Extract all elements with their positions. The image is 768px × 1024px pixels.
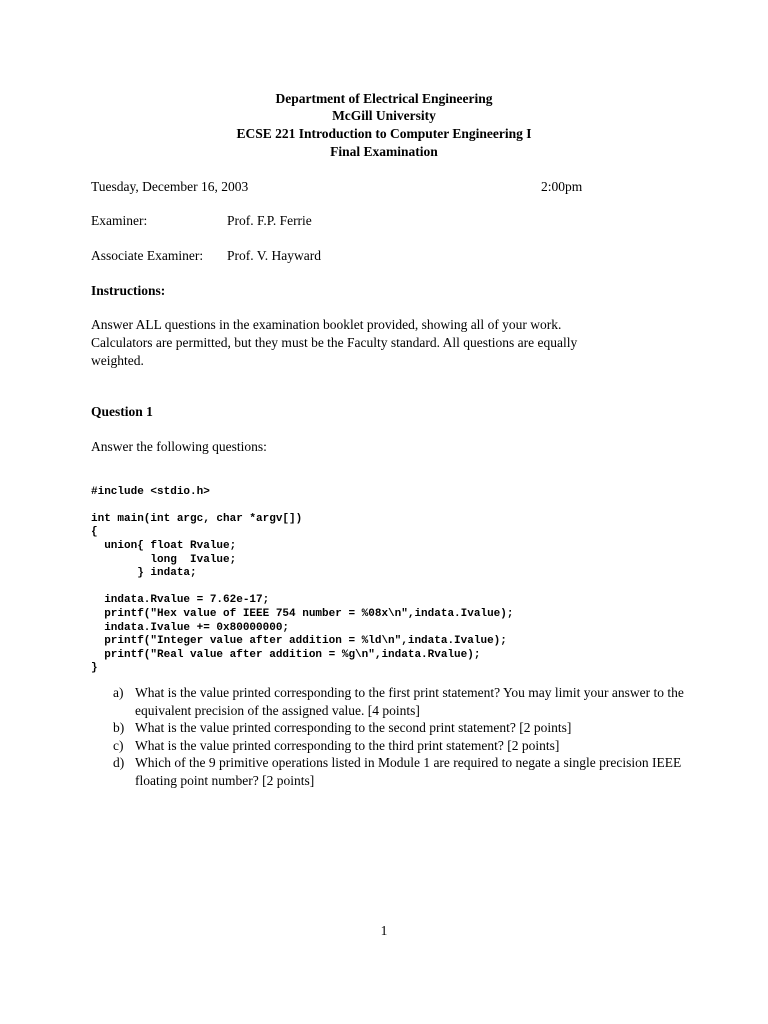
associate-examiner-label: Associate Examiner: — [91, 248, 204, 263]
code-line: } — [91, 662, 98, 675]
question-item-a — [91, 684, 691, 719]
question-item-label: d) — [113, 755, 125, 770]
question-item-b — [91, 719, 691, 737]
department-heading: Department of Electrical Engineering — [275, 91, 493, 106]
question-item-label: c) — [113, 737, 124, 753]
instructions-title: Instructions: — [91, 283, 166, 298]
university-heading: McGill University — [332, 108, 436, 123]
code-line: printf("Real value after addition = %g\n",indata.Rvalue); — [91, 648, 481, 661]
code-line: long Ivalue; — [91, 553, 237, 566]
instructions-line-2: Calculators are permitted, but they must be the Faculty standard. All questions are equally — [91, 335, 578, 350]
question-item-text: What is the value printed corresponding to the third print statement? [2 points] — [135, 737, 560, 753]
instructions-line-1: Answer ALL questions in the examination booklet provided, showing all of your work. — [91, 317, 562, 332]
associate-examiner-name: Prof. V. Hayward — [227, 248, 321, 263]
question-1-title: Question 1 — [91, 404, 153, 419]
exam-heading: Final Examination — [330, 144, 438, 159]
code-line — [91, 499, 513, 513]
question-item-text: What is the value printed corresponding to the second print statement? [2 points] — [135, 720, 572, 735]
question-1-items — [91, 684, 691, 789]
question-item-text: What is the value printed corresponding to the first print statement? You may limit your answer to the equivalent precision of the assigned value. [4 points] — [135, 685, 684, 718]
page-number: 1 — [380, 923, 388, 938]
exam-time: 2:00pm — [541, 179, 583, 194]
examiner-name: Prof. F.P. Ferrie — [227, 213, 312, 228]
code-line: #include <stdio.h> — [91, 485, 210, 498]
code-line: indata.Rvalue = 7.62e-17; — [91, 594, 270, 607]
instructions-line-3: weighted. — [91, 353, 144, 368]
code-line: int main(int argc, char *argv[]) — [91, 512, 303, 525]
code-line: printf("Integer value after addition = %ld\n",indata.Ivalue); — [91, 635, 507, 648]
course-heading: ECSE 221 Introduction to Computer Engineering I — [236, 126, 532, 141]
question-item-label: b) — [113, 720, 125, 735]
code-line: printf("Hex value of IEEE 754 number = %08x\n",indata.Ivalue); — [91, 607, 514, 620]
question-1-intro: Answer the following questions: — [91, 439, 267, 454]
question-item-c — [91, 737, 691, 755]
code-line — [91, 581, 513, 595]
question-item-d — [91, 754, 691, 789]
code-listing — [91, 472, 513, 690]
question-item-text: Which of the 9 primitive operations listed in Module 1 are required to negate a single precision IEEE floating point number? [2 points] — [135, 755, 682, 788]
code-line: union{ float Rvalue; — [91, 539, 237, 552]
code-line: } indata; — [91, 567, 197, 580]
code-line: { — [91, 526, 98, 539]
question-item-label: a) — [113, 685, 124, 700]
exam-date: Tuesday, December 16, 2003 — [91, 179, 249, 194]
code-line: indata.Ivalue += 0x80000000; — [91, 621, 290, 634]
examiner-label: Examiner: — [91, 213, 148, 228]
